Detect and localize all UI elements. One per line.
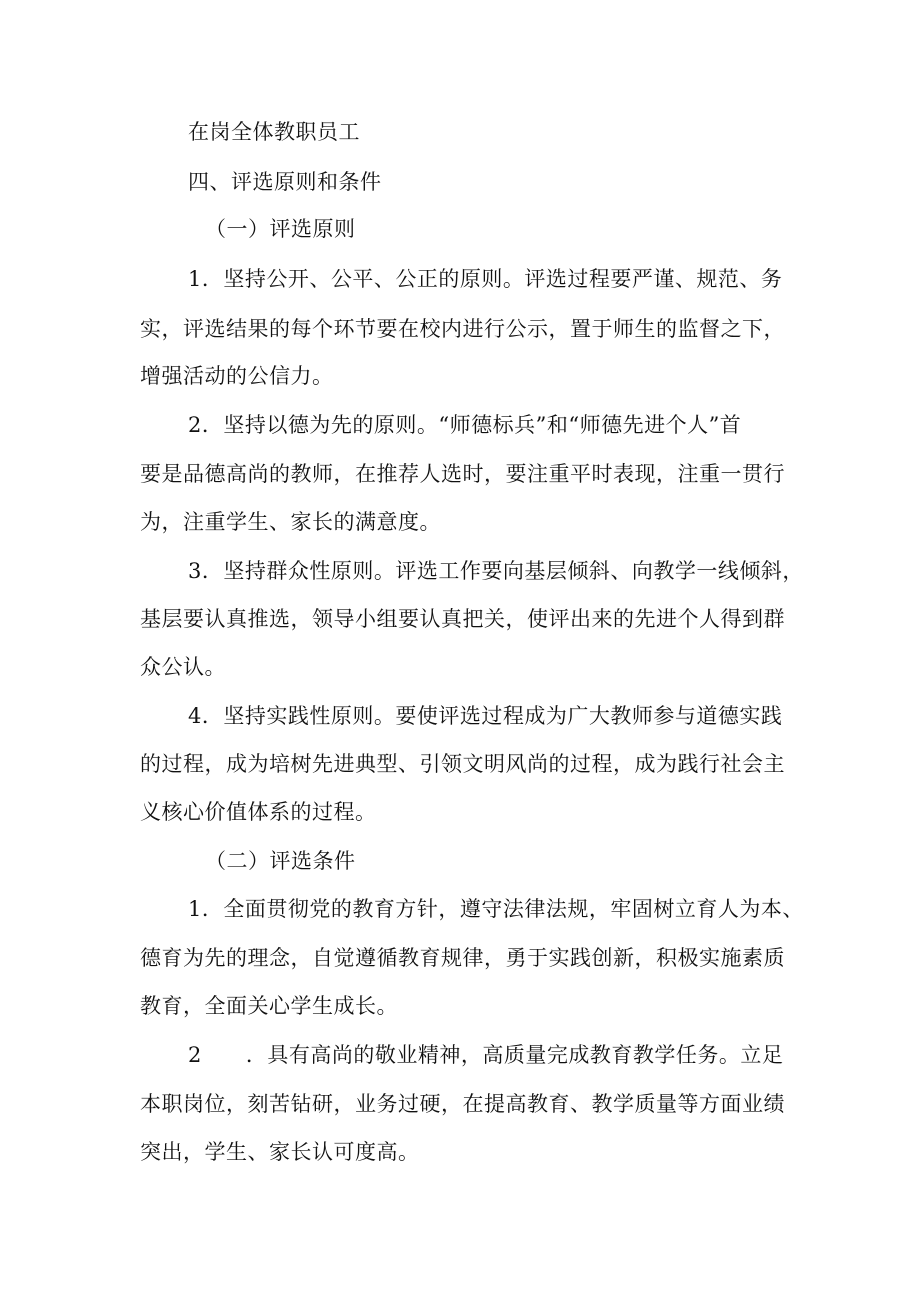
text-line: 3．坚持群众性原则。评选工作要向基层倾斜、向教学一线倾斜， <box>188 559 804 583</box>
text-line: 众公认。 <box>140 655 226 679</box>
text-line: 增强活动的公信力。 <box>140 364 334 388</box>
text-fragment: ．具有高尚的敬业精神，高质量完成教育教学任务。立足 <box>245 1043 784 1067</box>
text-line: 1．全面贯彻党的教育方针，遵守法律法规，牢固树立育人为本、 <box>188 897 804 921</box>
text-line: 基层要认真推选，领导小组要认真把关，使评出来的先进个人得到群 <box>140 607 785 631</box>
text-line: 为，注重学生、家长的满意度。 <box>140 510 441 534</box>
text-line: 德育为先的理念，自觉遵循教育规律，勇于实践创新，积极实施素质 <box>140 946 785 970</box>
text-line: 实，评选结果的每个环节要在校内进行公示，置于师生的监督之下， <box>140 317 785 341</box>
list-number: 2 <box>188 1043 202 1067</box>
text-line: 的过程，成为培树先进典型、引领文明风尚的过程，成为践行社会主 <box>140 752 785 776</box>
text-line: 本职岗位，刻苦钻研，业务过硬，在提高教育、教学质量等方面业绩 <box>140 1092 785 1116</box>
section-heading: 四、评选原则和条件 <box>188 170 382 194</box>
text-line: 突出，学生、家长认可度高。 <box>140 1140 420 1164</box>
text-line: 在岗全体教职员工 <box>188 120 360 144</box>
text-line <box>188 1043 848 1067</box>
text-line: 1．坚持公开、公平、公正的原则。评选过程要严谨、规范、务 <box>188 267 783 291</box>
text-line: 4．坚持实践性原则。要使评选过程成为广大教师参与道德实践 <box>188 704 783 728</box>
text-line: 义核心价值体系的过程。 <box>140 800 377 824</box>
text-line: 教育，全面关心学生成长。 <box>140 994 398 1018</box>
subsection-heading: （一）评选原则 <box>205 217 356 241</box>
text-line: 要是品德高尚的教师，在推荐人选时，要注重平时表现，注重一贯行 <box>140 462 785 486</box>
text-line: 2．坚持以德为先的原则。“师德标兵”和“师德先进个人”首 <box>188 413 742 437</box>
subsection-heading: （二）评选条件 <box>205 849 356 873</box>
